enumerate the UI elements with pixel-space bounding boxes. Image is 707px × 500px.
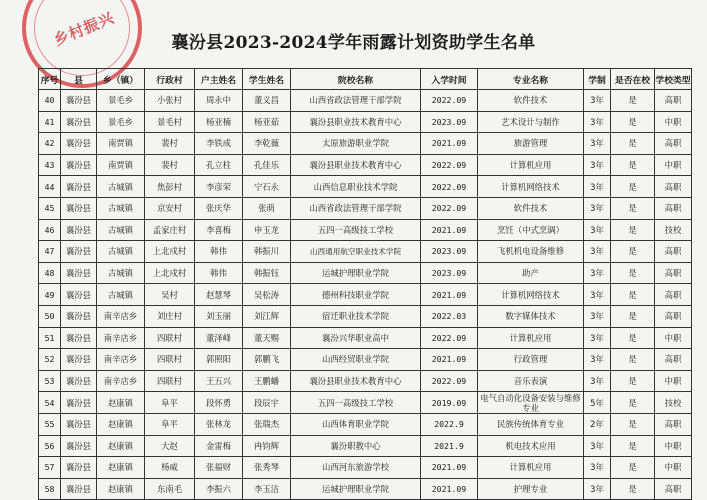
- cell-student-name: 董天赐: [243, 327, 291, 349]
- cell-in-school: 是: [611, 262, 655, 284]
- cell-duration: 3年: [584, 478, 611, 500]
- cell-township: 赵康镇: [97, 457, 145, 479]
- cell-township: 南辛店乡: [97, 305, 145, 327]
- cell-index: 50: [39, 305, 61, 327]
- table-row: [39, 133, 692, 155]
- cell-duration: 3年: [584, 327, 611, 349]
- header-major: 专业名称: [478, 69, 584, 90]
- cell-in-school: 是: [611, 154, 655, 176]
- header-duration: 学制: [584, 69, 611, 90]
- cell-major: 烹饪（中式烹调）: [478, 219, 584, 241]
- cell-student-name: 刘江辉: [243, 305, 291, 327]
- cell-school-type: 中职: [655, 327, 692, 349]
- header-school: 院校名称: [291, 69, 421, 90]
- cell-duration: 3年: [584, 284, 611, 306]
- cell-student-name: 韩振钰: [243, 262, 291, 284]
- cell-index: 47: [39, 241, 61, 263]
- header-county: 县: [61, 69, 97, 90]
- cell-school-type: 高职: [655, 197, 692, 219]
- header-student-name: 学生姓名: [243, 69, 291, 90]
- table-row: [39, 392, 692, 414]
- cell-village: 四联村: [145, 327, 195, 349]
- table-row: [39, 327, 692, 349]
- cell-duration: 3年: [584, 90, 611, 112]
- cell-enroll-date: 2022.09: [421, 90, 478, 112]
- cell-householder: 董泽峰: [195, 327, 243, 349]
- cell-index: 55: [39, 413, 61, 435]
- cell-major: 计算机应用: [478, 457, 584, 479]
- cell-township: 赵康镇: [97, 413, 145, 435]
- cell-township: 南贾镇: [97, 154, 145, 176]
- cell-school-type: 高职: [655, 241, 692, 263]
- cell-duration: 3年: [584, 111, 611, 133]
- cell-village: 孟家庄村: [145, 219, 195, 241]
- cell-householder: 段怀勇: [195, 392, 243, 414]
- cell-enroll-date: 2022.03: [421, 305, 478, 327]
- cell-student-name: 宁石永: [243, 176, 291, 198]
- table-row: [39, 478, 692, 500]
- cell-duration: 3年: [584, 133, 611, 155]
- cell-enroll-date: 2022.09: [421, 154, 478, 176]
- cell-student-name: 王鹏蟠: [243, 370, 291, 392]
- cell-major: 数字媒体技术: [478, 305, 584, 327]
- cell-major: 计算机应用: [478, 154, 584, 176]
- cell-county: 襄汾县: [61, 327, 97, 349]
- cell-township: 赵康镇: [97, 392, 145, 414]
- cell-major: 助产: [478, 262, 584, 284]
- cell-enroll-date: 2023.09: [421, 262, 478, 284]
- cell-index: 51: [39, 327, 61, 349]
- cell-in-school: 是: [611, 284, 655, 306]
- cell-school-type: 中职: [655, 154, 692, 176]
- cell-county: 襄汾县: [61, 154, 97, 176]
- cell-in-school: 是: [611, 349, 655, 371]
- cell-village: 京安村: [145, 197, 195, 219]
- cell-student-name: 冉钧辉: [243, 435, 291, 457]
- cell-householder: 张林龙: [195, 413, 243, 435]
- cell-village: 东南毛: [145, 478, 195, 500]
- cell-major: 计算机应用: [478, 327, 584, 349]
- cell-student-name: 李玉洁: [243, 478, 291, 500]
- cell-school: 山西河东旅游学校: [291, 457, 421, 479]
- cell-in-school: 是: [611, 327, 655, 349]
- table-row: [39, 262, 692, 284]
- cell-householder: 李彦荣: [195, 176, 243, 198]
- cell-school: 襄汾职教中心: [291, 435, 421, 457]
- cell-school-type: 中职: [655, 457, 692, 479]
- cell-duration: 5年: [584, 392, 611, 414]
- table-row: [39, 111, 692, 133]
- cell-in-school: 是: [611, 197, 655, 219]
- cell-major: 电气自动化设备安装与维修专业: [478, 392, 584, 414]
- cell-county: 襄汾县: [61, 262, 97, 284]
- cell-major: 护理专业: [478, 478, 584, 500]
- cell-county: 襄汾县: [61, 241, 97, 263]
- table-row: [39, 435, 692, 457]
- table-header-row: [39, 69, 692, 90]
- cell-student-name: 段辰宇: [243, 392, 291, 414]
- cell-school: 德州科技职业学院: [291, 284, 421, 306]
- cell-school: 襄汾县职业技术教育中心: [291, 111, 421, 133]
- cell-enroll-date: 2022.9: [421, 413, 478, 435]
- cell-index: 52: [39, 349, 61, 371]
- cell-enroll-date: 2021.09: [421, 219, 478, 241]
- cell-enroll-date: 2022.09: [421, 327, 478, 349]
- cell-householder: 李铁成: [195, 133, 243, 155]
- cell-county: 襄汾县: [61, 457, 97, 479]
- cell-school: 五四一高级技工学校: [291, 219, 421, 241]
- cell-enroll-date: 2021.9: [421, 435, 478, 457]
- cell-duration: 3年: [584, 457, 611, 479]
- cell-school: 山西省政法管理干部学院: [291, 197, 421, 219]
- cell-in-school: 是: [611, 241, 655, 263]
- cell-county: 襄汾县: [61, 392, 97, 414]
- table-row: [39, 370, 692, 392]
- cell-county: 襄汾县: [61, 90, 97, 112]
- cell-village: 上北戍村: [145, 241, 195, 263]
- cell-in-school: 是: [611, 305, 655, 327]
- cell-school-type: 高职: [655, 90, 692, 112]
- cell-householder: 王五兴: [195, 370, 243, 392]
- cell-village: 阜平: [145, 392, 195, 414]
- cell-county: 襄汾县: [61, 413, 97, 435]
- cell-school: 五四一高级技工学校: [291, 392, 421, 414]
- cell-school: 山西信息职业技术学院: [291, 176, 421, 198]
- cell-village: 刘庄村: [145, 305, 195, 327]
- cell-school: 运城护理职业学院: [291, 478, 421, 500]
- cell-major: 机电技术应用: [478, 435, 584, 457]
- cell-in-school: 是: [611, 457, 655, 479]
- header-householder: 户主姓名: [195, 69, 243, 90]
- cell-enroll-date: 2021.09: [421, 284, 478, 306]
- cell-village: 四联村: [145, 370, 195, 392]
- cell-index: 41: [39, 111, 61, 133]
- cell-householder: 张福财: [195, 457, 243, 479]
- table-row: [39, 284, 692, 306]
- cell-school: 山西体育职业学院: [291, 413, 421, 435]
- cell-duration: 3年: [584, 262, 611, 284]
- cell-student-name: 韩振川: [243, 241, 291, 263]
- cell-duration: 3年: [584, 219, 611, 241]
- cell-index: 42: [39, 133, 61, 155]
- cell-duration: 3年: [584, 176, 611, 198]
- cell-township: 南辛店乡: [97, 370, 145, 392]
- cell-student-name: 董义昌: [243, 90, 291, 112]
- cell-village: 上北戍村: [145, 262, 195, 284]
- cell-village: 裴村: [145, 133, 195, 155]
- cell-in-school: 是: [611, 478, 655, 500]
- cell-major: 计算机网络技术: [478, 176, 584, 198]
- header-in-school: 是否在校: [611, 69, 655, 90]
- cell-duration: 3年: [584, 370, 611, 392]
- cell-township: 古城镇: [97, 176, 145, 198]
- cell-school: 太原旅游职业学院: [291, 133, 421, 155]
- cell-county: 襄汾县: [61, 349, 97, 371]
- cell-major: 软件技术: [478, 197, 584, 219]
- cell-county: 襄汾县: [61, 478, 97, 500]
- cell-householder: 周永中: [195, 90, 243, 112]
- cell-duration: 3年: [584, 305, 611, 327]
- cell-duration: 3年: [584, 197, 611, 219]
- cell-school-type: 中职: [655, 435, 692, 457]
- cell-enroll-date: 2022.09: [421, 197, 478, 219]
- cell-enroll-date: 2022.09: [421, 370, 478, 392]
- cell-in-school: 是: [611, 435, 655, 457]
- cell-township: 赵康镇: [97, 478, 145, 500]
- cell-in-school: 是: [611, 392, 655, 414]
- table-row: [39, 457, 692, 479]
- cell-school: 襄汾县职业技术教育中心: [291, 154, 421, 176]
- cell-student-name: 李乾薇: [243, 133, 291, 155]
- cell-township: 古城镇: [97, 219, 145, 241]
- cell-index: 58: [39, 478, 61, 500]
- cell-householder: 杨亚楠: [195, 111, 243, 133]
- cell-student-name: 张萌: [243, 197, 291, 219]
- cell-county: 襄汾县: [61, 370, 97, 392]
- cell-householder: 刘玉丽: [195, 305, 243, 327]
- cell-duration: 3年: [584, 241, 611, 263]
- cell-index: 43: [39, 154, 61, 176]
- document-title: 襄汾县2023-2024学年雨露计划资助学生名单: [171, 33, 536, 53]
- cell-village: 大赵: [145, 435, 195, 457]
- cell-township: 古城镇: [97, 284, 145, 306]
- student-list-table: [38, 68, 692, 500]
- header-index: 序号: [39, 69, 61, 90]
- cell-school: 宿迁职业技术学院: [291, 305, 421, 327]
- cell-householder: 郭照阳: [195, 349, 243, 371]
- cell-school-type: 中职: [655, 370, 692, 392]
- cell-school: 山西省政法管理干部学院: [291, 90, 421, 112]
- cell-index: 56: [39, 435, 61, 457]
- cell-index: 57: [39, 457, 61, 479]
- cell-student-name: 郭鹏飞: [243, 349, 291, 371]
- cell-township: 古城镇: [97, 241, 145, 263]
- cell-township: 南辛店乡: [97, 349, 145, 371]
- cell-township: 景毛乡: [97, 111, 145, 133]
- cell-school-type: 高职: [655, 133, 692, 155]
- cell-householder: 金雷梅: [195, 435, 243, 457]
- table-row: [39, 219, 692, 241]
- cell-township: 南辛店乡: [97, 327, 145, 349]
- cell-school-type: 中职: [655, 111, 692, 133]
- cell-householder: 赵慧琴: [195, 284, 243, 306]
- cell-enroll-date: 2021.09: [421, 457, 478, 479]
- header-enroll-date: 入学时间: [421, 69, 478, 90]
- cell-index: 46: [39, 219, 61, 241]
- cell-householder: 李振六: [195, 478, 243, 500]
- cell-school-type: 技校: [655, 219, 692, 241]
- cell-school-type: 高职: [655, 478, 692, 500]
- cell-school-type: 高职: [655, 305, 692, 327]
- cell-index: 54: [39, 392, 61, 414]
- cell-township: 景毛乡: [97, 90, 145, 112]
- table-row: [39, 197, 692, 219]
- cell-enroll-date: 2021.09: [421, 478, 478, 500]
- cell-enroll-date: 2021.09: [421, 133, 478, 155]
- table-row: [39, 176, 692, 198]
- cell-school-type: 高职: [655, 413, 692, 435]
- cell-county: 襄汾县: [61, 435, 97, 457]
- cell-major: 民族传统体育专业: [478, 413, 584, 435]
- cell-township: 古城镇: [97, 262, 145, 284]
- cell-index: 53: [39, 370, 61, 392]
- cell-county: 襄汾县: [61, 219, 97, 241]
- cell-enroll-date: 2023.09: [421, 111, 478, 133]
- cell-school-type: 高职: [655, 262, 692, 284]
- cell-householder: 张庆华: [195, 197, 243, 219]
- cell-householder: 李喜梅: [195, 219, 243, 241]
- cell-student-name: 吴松涛: [243, 284, 291, 306]
- cell-index: 40: [39, 90, 61, 112]
- cell-school-type: 高职: [655, 176, 692, 198]
- cell-student-name: 杨亚茹: [243, 111, 291, 133]
- cell-index: 45: [39, 197, 61, 219]
- cell-township: 南贾镇: [97, 133, 145, 155]
- cell-in-school: 是: [611, 111, 655, 133]
- cell-county: 襄汾县: [61, 111, 97, 133]
- cell-county: 襄汾县: [61, 197, 97, 219]
- header-township: 乡（镇）: [97, 69, 145, 90]
- header-village: 行政村: [145, 69, 195, 90]
- cell-in-school: 是: [611, 370, 655, 392]
- cell-county: 襄汾县: [61, 133, 97, 155]
- table-row: [39, 241, 692, 263]
- cell-major: 计算机网络技术: [478, 284, 584, 306]
- cell-duration: 3年: [584, 435, 611, 457]
- cell-student-name: 孔佳乐: [243, 154, 291, 176]
- table-row: [39, 154, 692, 176]
- cell-in-school: 是: [611, 413, 655, 435]
- cell-township: 古城镇: [97, 197, 145, 219]
- header-school-type: 学校类型: [655, 69, 692, 90]
- table-row: [39, 413, 692, 435]
- cell-duration: 3年: [584, 349, 611, 371]
- cell-major: 音乐表演: [478, 370, 584, 392]
- cell-enroll-date: 2019.09: [421, 392, 478, 414]
- cell-school: 山西经贸职业学院: [291, 349, 421, 371]
- table-row: [39, 305, 692, 327]
- cell-school-type: 高职: [655, 349, 692, 371]
- cell-county: 襄汾县: [61, 305, 97, 327]
- cell-index: 49: [39, 284, 61, 306]
- cell-in-school: 是: [611, 133, 655, 155]
- cell-major: 行政管理: [478, 349, 584, 371]
- cell-school: 襄汾县职业技术教育中心: [291, 370, 421, 392]
- cell-in-school: 是: [611, 219, 655, 241]
- cell-major: 艺术设计与制作: [478, 111, 584, 133]
- cell-enroll-date: 2021.09: [421, 349, 478, 371]
- cell-in-school: 是: [611, 90, 655, 112]
- cell-village: 吴村: [145, 284, 195, 306]
- cell-village: 景毛村: [145, 111, 195, 133]
- cell-enroll-date: 2023.09: [421, 241, 478, 263]
- cell-student-name: 张瑞杰: [243, 413, 291, 435]
- stamp-text: 乡村振兴: [51, 8, 118, 50]
- cell-village: 阜平: [145, 413, 195, 435]
- cell-index: 48: [39, 262, 61, 284]
- cell-student-name: 张秀琴: [243, 457, 291, 479]
- cell-duration: 2年: [584, 413, 611, 435]
- cell-householder: 孔立柱: [195, 154, 243, 176]
- cell-major: 旅游管理: [478, 133, 584, 155]
- cell-school-type: 高职: [655, 284, 692, 306]
- cell-village: 裴村: [145, 154, 195, 176]
- cell-school: 襄汾兴华职业高中: [291, 327, 421, 349]
- cell-school: 山西通用航空职业技术学院: [291, 241, 421, 263]
- cell-index: 44: [39, 176, 61, 198]
- cell-in-school: 是: [611, 176, 655, 198]
- cell-county: 襄汾县: [61, 176, 97, 198]
- cell-householder: 韩伟: [195, 262, 243, 284]
- cell-village: 小张村: [145, 90, 195, 112]
- cell-school-type: 技校: [655, 392, 692, 414]
- cell-school: 运城护理职业学院: [291, 262, 421, 284]
- cell-enroll-date: 2022.09: [421, 176, 478, 198]
- cell-county: 襄汾县: [61, 284, 97, 306]
- cell-major: 飞机机电设备维修: [478, 241, 584, 263]
- cell-student-name: 申玉龙: [243, 219, 291, 241]
- cell-township: 赵康镇: [97, 435, 145, 457]
- cell-village: 杨威: [145, 457, 195, 479]
- table-row: [39, 90, 692, 112]
- cell-major: 软件技术: [478, 90, 584, 112]
- cell-householder: 韩伟: [195, 241, 243, 263]
- cell-village: 四联村: [145, 349, 195, 371]
- cell-duration: 3年: [584, 154, 611, 176]
- table-row: [39, 349, 692, 371]
- cell-village: 焦彭村: [145, 176, 195, 198]
